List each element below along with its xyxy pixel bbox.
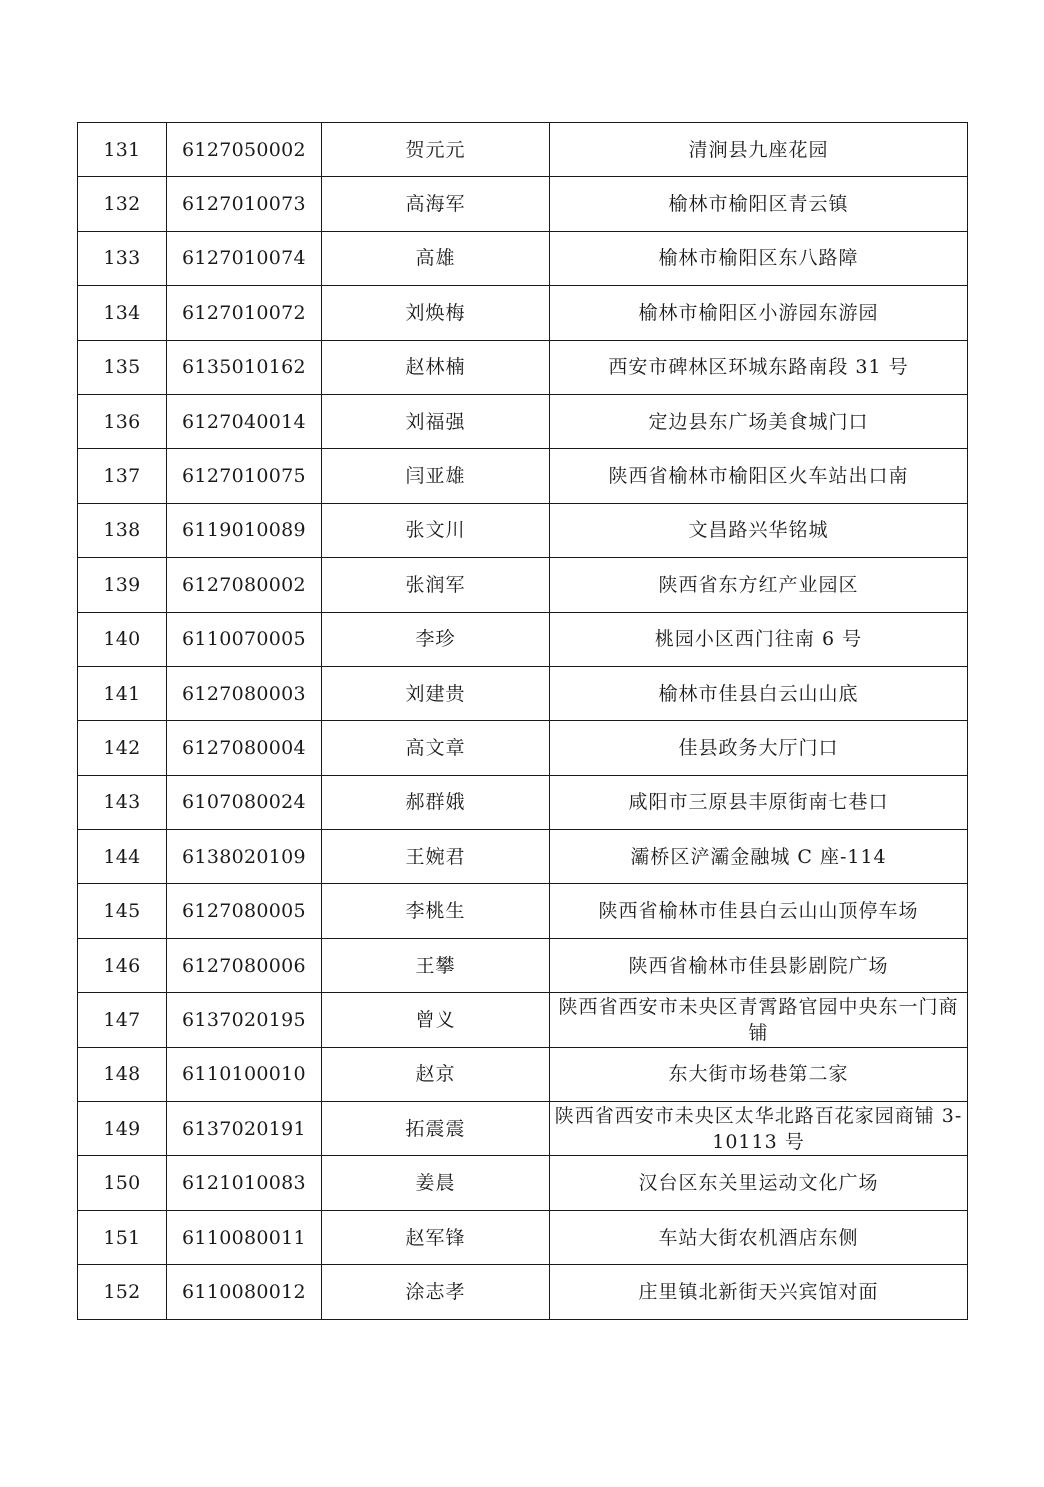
row-number: 132: [78, 177, 167, 231]
row-number: 146: [78, 938, 167, 992]
table-row: [78, 340, 968, 394]
site-address: 西安市碑林区环城东路南段 31 号: [550, 340, 968, 394]
site-address: 陕西省榆林市榆阳区火车站出口南: [550, 449, 968, 503]
site-address: 佳县政务大厅门口: [550, 721, 968, 775]
owner-name: 李桃生: [322, 884, 550, 938]
owner-name: 闫亚雄: [322, 449, 550, 503]
site-code: 6110100010: [167, 1047, 322, 1101]
owner-name: 拓震震: [322, 1102, 550, 1156]
site-code: 6137020191: [167, 1102, 322, 1156]
row-number: 141: [78, 666, 167, 720]
site-address: 车站大街农机酒店东侧: [550, 1210, 968, 1264]
site-address: 陕西省西安市未央区太华北路百花家园商铺 3-10113 号: [550, 1102, 968, 1156]
site-address: 东大街市场巷第二家: [550, 1047, 968, 1101]
row-number: 152: [78, 1265, 167, 1319]
table-row: [78, 1102, 968, 1156]
site-address: 榆林市榆阳区青云镇: [550, 177, 968, 231]
row-number: 144: [78, 830, 167, 884]
site-code: 6127080003: [167, 666, 322, 720]
site-code: 6127080006: [167, 938, 322, 992]
site-address: 榆林市榆阳区东八路障: [550, 231, 968, 285]
site-code: 6127010073: [167, 177, 322, 231]
site-code: 6127080004: [167, 721, 322, 775]
table-row: [78, 1265, 968, 1319]
site-code: 6138020109: [167, 830, 322, 884]
site-code: 6119010089: [167, 503, 322, 557]
owner-name: 涂志孝: [322, 1265, 550, 1319]
row-number: 133: [78, 231, 167, 285]
table-row: [78, 884, 968, 938]
row-number: 135: [78, 340, 167, 394]
site-address: 陕西省榆林市佳县白云山山顶停车场: [550, 884, 968, 938]
site-address: 汉台区东关里运动文化广场: [550, 1156, 968, 1210]
table-row: [78, 449, 968, 503]
records-table-body: [78, 123, 968, 1320]
table-row: [78, 1047, 968, 1101]
owner-name: 姜晨: [322, 1156, 550, 1210]
site-address: 庄里镇北新街天兴宾馆对面: [550, 1265, 968, 1319]
site-code: 6135010162: [167, 340, 322, 394]
owner-name: 贺元元: [322, 123, 550, 177]
row-number: 145: [78, 884, 167, 938]
table-row: [78, 231, 968, 285]
owner-name: 张文川: [322, 503, 550, 557]
table-row: [78, 503, 968, 557]
site-code: 6127010075: [167, 449, 322, 503]
row-number: 131: [78, 123, 167, 177]
row-number: 137: [78, 449, 167, 503]
table-row: [78, 612, 968, 666]
owner-name: 高文章: [322, 721, 550, 775]
site-code: 6127080005: [167, 884, 322, 938]
owner-name: 李珍: [322, 612, 550, 666]
site-address: 咸阳市三原县丰原街南七巷口: [550, 775, 968, 829]
site-code: 6127080002: [167, 558, 322, 612]
owner-name: 张润军: [322, 558, 550, 612]
row-number: 142: [78, 721, 167, 775]
table-row: [78, 775, 968, 829]
owner-name: 刘福强: [322, 394, 550, 448]
site-address: 陕西省榆林市佳县影剧院广场: [550, 938, 968, 992]
site-code: 6110070005: [167, 612, 322, 666]
owner-name: 王婉君: [322, 830, 550, 884]
table-row: [78, 394, 968, 448]
site-address: 榆林市佳县白云山山底: [550, 666, 968, 720]
row-number: 148: [78, 1047, 167, 1101]
table-row: [78, 558, 968, 612]
site-address: 灞桥区浐灞金融城 C 座-114: [550, 830, 968, 884]
table-row: [78, 666, 968, 720]
row-number: 136: [78, 394, 167, 448]
table-row: [78, 286, 968, 340]
owner-name: 赵京: [322, 1047, 550, 1101]
table-row: [78, 938, 968, 992]
owner-name: 高雄: [322, 231, 550, 285]
site-address: 陕西省东方红产业园区: [550, 558, 968, 612]
row-number: 138: [78, 503, 167, 557]
row-number: 139: [78, 558, 167, 612]
site-address: 定边县东广场美食城门口: [550, 394, 968, 448]
row-number: 149: [78, 1102, 167, 1156]
site-address: 陕西省西安市未央区青霄路官园中央东一门商铺: [550, 993, 968, 1047]
records-table: [77, 122, 968, 1320]
site-code: 6110080012: [167, 1265, 322, 1319]
table-row: [78, 993, 968, 1047]
site-code: 6110080011: [167, 1210, 322, 1264]
owner-name: 曾义: [322, 993, 550, 1047]
table-row: [78, 123, 968, 177]
site-code: 6107080024: [167, 775, 322, 829]
row-number: 140: [78, 612, 167, 666]
row-number: 134: [78, 286, 167, 340]
site-code: 6127010072: [167, 286, 322, 340]
row-number: 143: [78, 775, 167, 829]
site-code: 6121010083: [167, 1156, 322, 1210]
owner-name: 高海军: [322, 177, 550, 231]
row-number: 151: [78, 1210, 167, 1264]
table-row: [78, 830, 968, 884]
owner-name: 刘焕梅: [322, 286, 550, 340]
site-address: 榆林市榆阳区小游园东游园: [550, 286, 968, 340]
owner-name: 王攀: [322, 938, 550, 992]
owner-name: 郝群娥: [322, 775, 550, 829]
site-address: 文昌路兴华铭城: [550, 503, 968, 557]
owner-name: 刘建贵: [322, 666, 550, 720]
site-code: 6127050002: [167, 123, 322, 177]
site-address: 桃园小区西门往南 6 号: [550, 612, 968, 666]
site-code: 6127040014: [167, 394, 322, 448]
table-row: [78, 177, 968, 231]
row-number: 150: [78, 1156, 167, 1210]
table-row: [78, 721, 968, 775]
site-code: 6137020195: [167, 993, 322, 1047]
owner-name: 赵林楠: [322, 340, 550, 394]
table-row: [78, 1210, 968, 1264]
row-number: 147: [78, 993, 167, 1047]
site-code: 6127010074: [167, 231, 322, 285]
site-address: 清涧县九座花园: [550, 123, 968, 177]
owner-name: 赵军锋: [322, 1210, 550, 1264]
table-row: [78, 1156, 968, 1210]
